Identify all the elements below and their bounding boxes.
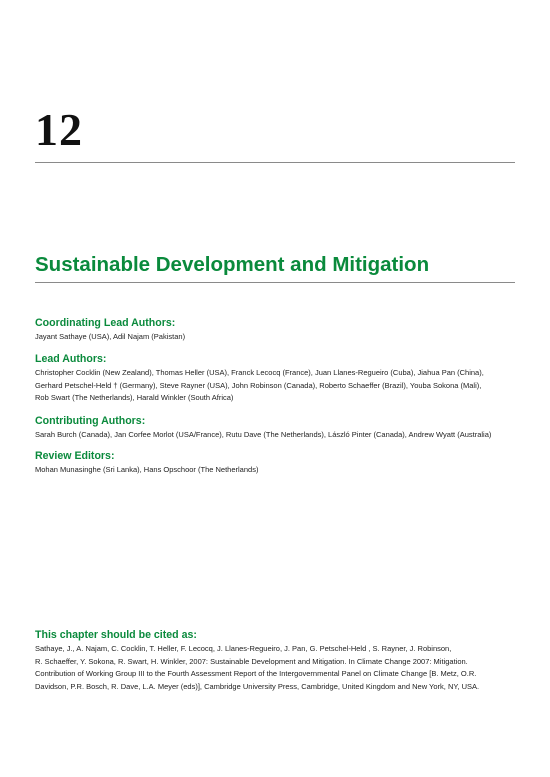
citation-line: Sathaye, J., A. Najam, C. Cocklin, T. Heller, F. Lecocq, J. Llanes-Regueiro, J. Pan, G. Petschel-Held , S. Rayner, J. Robinson,	[35, 644, 452, 653]
chapter-title: Sustainable Development and Mitigation	[35, 253, 430, 276]
citation-line: Davidson, P.R. Bosch, R. Dave, L.A. Meyer (eds)], Cambridge University Press, Cambridge, United Kingdom and New York, NY, USA.	[35, 682, 480, 692]
section-body	[35, 429, 515, 442]
lead-authors-section	[35, 353, 515, 405]
section-heading: Coordinating Lead Authors:	[35, 317, 176, 329]
author-line: Sarah Burch (Canada), Jan Corfee Morlot (USA/France), Rutu Dave (The Netherlands), László Pinter (Canada), Andrew Wyatt (Australia)	[35, 430, 492, 439]
citation-line: Contribution of Working Group III to the Fourth Assessment Report of the Intergovernmental Panel on Climate Change [B. Metz, O.R.	[35, 669, 477, 679]
editor-line: Mohan Munasinghe (Sri Lanka), Hans Opschoor (The Netherlands)	[35, 465, 259, 474]
chapter-number: 12	[35, 104, 83, 155]
section-body	[35, 464, 515, 477]
citation-line: R. Schaeffer, Y. Sokona, R. Swart, H. Winkler, 2007: Sustainable Development and Mitigation. In Climate Change 2007: Mitigation.	[35, 656, 468, 666]
section-heading: Lead Authors:	[35, 353, 107, 365]
title-divider	[35, 282, 515, 283]
author-line: Gerhard Petschel-Held † (Germany), Steve Rayner (USA), John Robinson (Canada), Roberto Schaeffer (Brazil), Youba Sokona (Mali),	[35, 380, 482, 390]
section-body	[35, 367, 515, 405]
author-line: Jayant Sathaye (USA), Adil Najam (Pakistan)	[35, 332, 186, 341]
coordinating-lead-authors-section	[35, 317, 515, 344]
citation-section	[35, 629, 515, 694]
section-body	[35, 331, 515, 344]
contributing-authors-section	[35, 415, 515, 442]
section-heading: Contributing Authors:	[35, 415, 146, 427]
section-heading: This chapter should be cited as:	[35, 629, 197, 641]
chapter-divider-top	[35, 162, 515, 163]
author-line: Rob Swart (The Netherlands), Harald Winkler (South Africa)	[35, 393, 234, 403]
review-editors-section	[35, 450, 515, 477]
section-heading: Review Editors:	[35, 450, 115, 462]
citation-text	[35, 643, 515, 694]
author-line: Christopher Cocklin (New Zealand), Thomas Heller (USA), Franck Lecocq (France), Juan Llanes-Regueiro (Cuba), Jiahua Pan (China),	[35, 368, 484, 377]
